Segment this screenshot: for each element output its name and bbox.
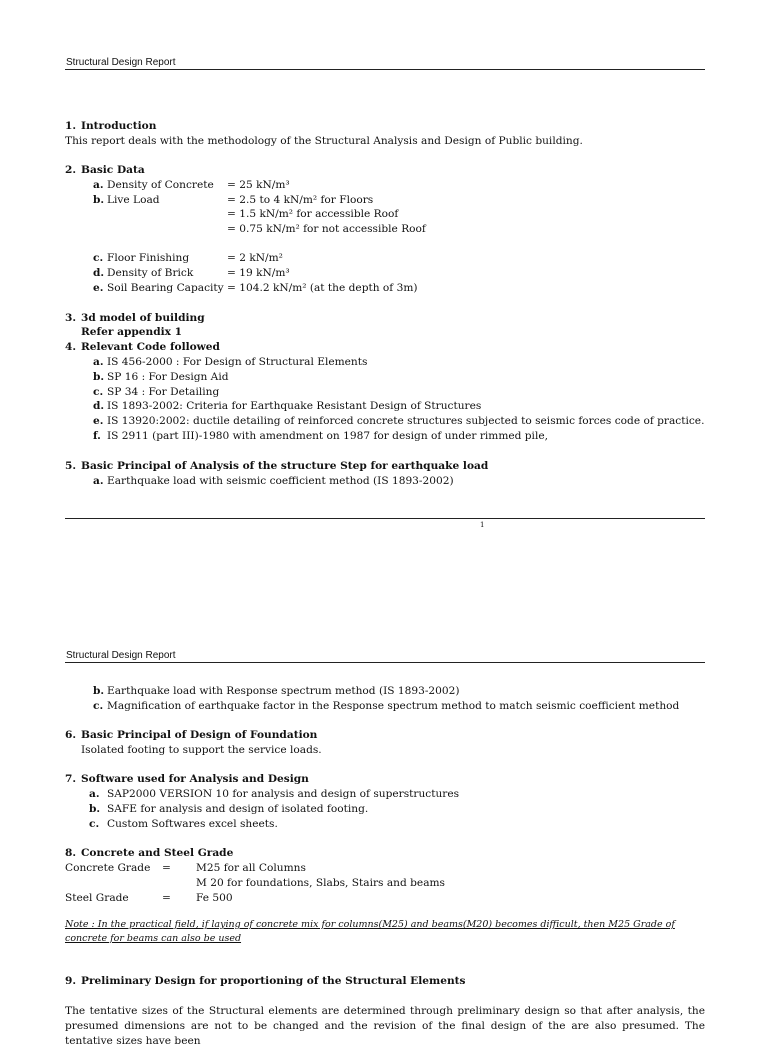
list-item	[93, 356, 367, 368]
grade-label: Concrete Grade	[65, 862, 151, 874]
section-7-heading	[65, 773, 309, 785]
section-title: Introduction	[81, 120, 157, 132]
item-key: c.	[93, 385, 104, 398]
grade-value: M 20 for foundations, Slabs, Stairs and beams	[196, 877, 445, 889]
section-number: 3.	[65, 312, 77, 324]
item-label: Density of Concrete	[107, 179, 214, 191]
grade-equals: =	[162, 862, 171, 874]
section-1-heading	[65, 120, 156, 132]
section-2-heading	[65, 164, 145, 176]
item-key: b.	[93, 370, 105, 383]
item-text: Earthquake load with seismic coefficient method (IS 1893-2002)	[107, 475, 454, 487]
section-number: 9.	[65, 975, 77, 987]
item-key: c.	[93, 700, 104, 712]
footer-rule	[65, 518, 705, 519]
section-9-text: The tentative sizes of the Structural elements are determined through preliminary design so that after analysis, the presumed dimensions are not to be changed and the revision of the final design of the are also presumed. The tentative sizes have been	[65, 1005, 705, 1047]
section-6-text: Isolated footing to support the service loads.	[81, 744, 322, 756]
item-text: SP 34 : For Detailing	[107, 385, 220, 398]
section-number: 7.	[65, 773, 77, 785]
section-4-heading	[65, 341, 220, 353]
item-text: SP 16 : For Design Aid	[107, 370, 229, 383]
item-key: d.	[93, 400, 105, 413]
section-number: 2.	[65, 164, 77, 176]
section-number: 6.	[65, 729, 77, 741]
item-key: b.	[89, 803, 101, 815]
list-item	[93, 371, 229, 383]
section-number: 8.	[65, 847, 77, 859]
section-number: 1.	[65, 120, 77, 132]
section-title: Preliminary Design for proportioning of the Structural Elements	[81, 975, 466, 987]
item-key: f.	[93, 430, 101, 442]
grade-equals: =	[162, 892, 171, 904]
page-header: Structural Design Report	[66, 57, 176, 68]
list-item	[93, 194, 373, 206]
header-rule	[65, 662, 705, 663]
item-key: a.	[93, 475, 104, 487]
grade-value: M25 for all Columns	[196, 862, 306, 874]
section-1-text: This report deals with the methodology of the Structural Analysis and Design of Public building.	[65, 135, 583, 147]
list-item	[89, 818, 278, 830]
list-item	[93, 415, 704, 427]
item-value: = 2 kN/m²	[227, 252, 283, 264]
item-value: = 19 kN/m³	[227, 267, 290, 279]
header-rule	[65, 69, 705, 70]
section-title: Concrete and Steel Grade	[81, 847, 234, 859]
list-item	[89, 788, 459, 800]
list-item	[93, 700, 679, 712]
list-item	[93, 267, 290, 279]
section-title: Relevant Code followed	[81, 341, 220, 353]
section-title: Software used for Analysis and Design	[81, 773, 309, 785]
grade-label: Steel Grade	[65, 892, 129, 904]
list-item	[93, 685, 460, 697]
section-title: Basic Principal of Analysis of the structure Step for earthquake load	[81, 460, 489, 472]
appendix-reference: Refer appendix 1	[81, 326, 183, 338]
list-item	[93, 430, 548, 442]
item-text: Magnification of earthquake factor in the Response spectrum method to match seismic coefficient method	[107, 700, 680, 712]
item-label: Floor Finishing	[107, 252, 190, 264]
note-text: Note : In the practical field, if laying of concrete mix for columns(M25) and beams(M20) becomes difficult, then M25 Grade of concrete for beams can also be used	[65, 919, 675, 944]
item-label: Soil Bearing Capacity	[107, 282, 224, 294]
item-key: a.	[93, 356, 104, 368]
item-text: SAP2000 VERSION 10 for analysis and design of superstructures	[107, 788, 460, 800]
item-value: = 2.5 to 4 kN/m² for Floors	[227, 194, 374, 206]
list-item	[89, 803, 368, 815]
list-item	[93, 208, 398, 220]
item-label: Density of Brick	[107, 267, 194, 279]
item-text: IS 13920:2002: ductile detailing of reinforced concrete structures subjected to seismic forces code of practice.	[107, 415, 705, 428]
item-key: a.	[89, 788, 100, 800]
section-9-heading	[65, 975, 466, 987]
list-item	[93, 386, 219, 398]
item-key: b.	[93, 685, 105, 697]
item-key: d.	[93, 267, 105, 279]
grade-value: Fe 500	[196, 892, 233, 904]
section-title: 3d model of building	[81, 312, 205, 324]
section-6-heading	[65, 729, 317, 741]
section-number: 4.	[65, 341, 77, 353]
item-label: Live Load	[107, 194, 160, 206]
list-item	[93, 223, 426, 235]
item-value: = 1.5 kN/m² for accessible Roof	[227, 208, 399, 220]
grade-row	[65, 877, 445, 889]
list-item	[93, 400, 481, 412]
item-key: b.	[93, 194, 105, 206]
page-number: 1	[480, 521, 485, 529]
list-item	[93, 179, 290, 191]
item-text: Custom Softwares excel sheets.	[107, 818, 278, 830]
item-key: c.	[89, 818, 100, 830]
item-value: = 104.2 kN/m² (at the depth of 3m)	[227, 282, 418, 294]
item-key: a.	[93, 179, 104, 191]
item-text: IS 2911 (part III)-1980 with amendment on 1987 for design of under rimmed pile,	[107, 430, 548, 442]
section-8-heading	[65, 847, 233, 859]
section-5-heading	[65, 460, 488, 472]
section-3-heading	[65, 312, 205, 324]
item-key: e.	[93, 415, 104, 428]
list-item	[93, 252, 283, 264]
item-value: = 0.75 kN/m² for not accessible Roof	[227, 223, 426, 235]
section-title: Basic Principal of Design of Foundation	[81, 729, 318, 741]
item-text: SAFE for analysis and design of isolated footing.	[107, 803, 369, 815]
list-item	[93, 282, 418, 294]
grade-row	[65, 892, 233, 904]
item-text: IS 456-2000 : For Design of Structural Elements	[107, 356, 368, 368]
section-number: 5.	[65, 460, 77, 472]
item-value: = 25 kN/m³	[227, 179, 290, 191]
item-key: c.	[93, 252, 104, 264]
grade-row	[65, 862, 306, 874]
item-text: IS 1893-2002: Criteria for Earthquake Resistant Design of Structures	[107, 400, 482, 413]
item-key: e.	[93, 282, 104, 294]
list-item	[93, 475, 454, 487]
page-header: Structural Design Report	[66, 650, 176, 661]
item-text: Earthquake load with Response spectrum method (IS 1893-2002)	[107, 685, 460, 697]
section-title: Basic Data	[81, 164, 145, 176]
